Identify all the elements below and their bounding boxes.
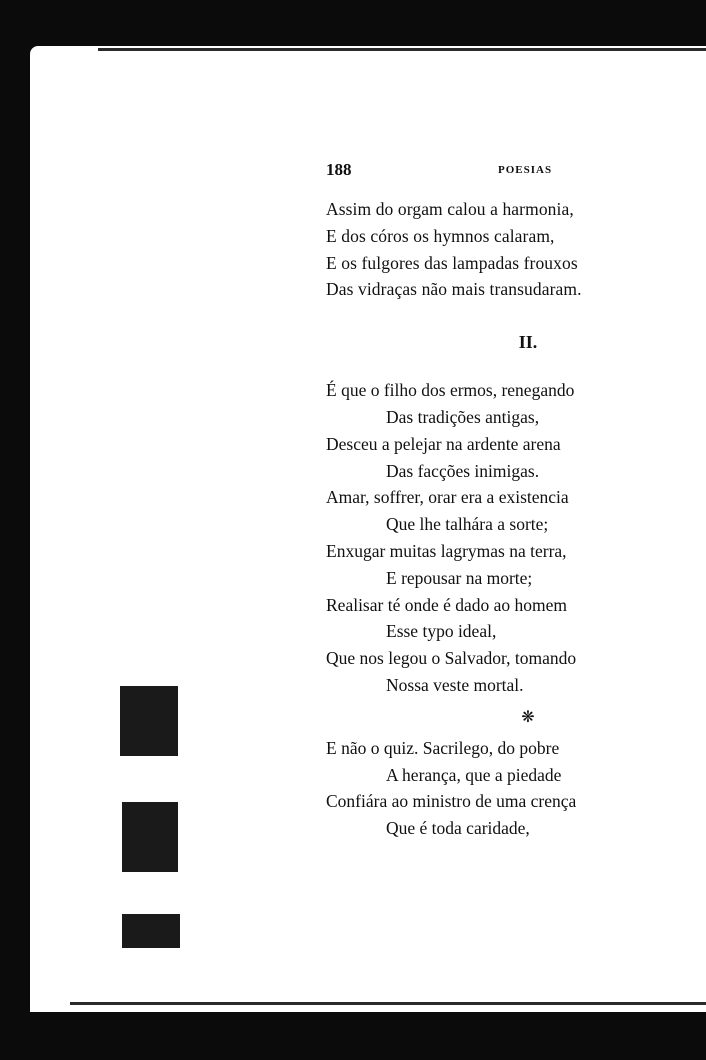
verse-line-indented: E repousar na morte;	[386, 567, 533, 588]
page-number: 188	[326, 160, 352, 179]
verse-line: E dos córos os hymnos calaram,	[326, 225, 555, 246]
verse-line: Enxugar muitas lagrymas na terra,	[326, 540, 567, 561]
verse-line: Assim do orgam calou a harmonia,	[326, 199, 574, 219]
verse-line: Confiára ao ministro de uma crença	[326, 791, 577, 812]
section-heading: II.	[518, 332, 538, 353]
ornament-icon: ❋	[521, 708, 535, 726]
verse-line-indented: Esse typo ideal,	[386, 621, 497, 642]
verse-line-indented: A herança, que a piedade	[386, 764, 562, 785]
scan-artifact	[120, 686, 178, 756]
scan-artifact	[122, 802, 178, 872]
verse-line-indented: Nossa veste mortal.	[386, 674, 524, 695]
verse-line: Amar, soffrer, orar era a existencia	[326, 487, 569, 508]
verse-line: E os fulgores das lampadas frouxos	[326, 252, 578, 273]
poem-body	[326, 196, 686, 842]
verse-line: E não o quiz. Sacrilego, do pobre	[326, 737, 560, 758]
verse-line: Realisar té onde é dado ao homem	[326, 594, 568, 615]
verse-line: Desceu a pelejar na ardente arena	[326, 433, 561, 454]
verse-line: Das vidraças não mais transudaram.	[326, 279, 582, 300]
book-page	[30, 46, 706, 1012]
bottom-scan-edge	[70, 1002, 706, 1005]
verse-line-indented: Que é toda caridade,	[386, 818, 530, 839]
running-title: POESIAS	[498, 164, 553, 176]
verse-line: Que nos legou o Salvador, tomando	[326, 648, 577, 669]
stanza-1	[326, 196, 686, 303]
verse-line-indented: Que lhe talhára a sorte;	[386, 514, 549, 535]
stanza-3	[326, 735, 686, 842]
verse-line-indented: Das facções inimigas.	[386, 460, 540, 481]
scan-artifact	[122, 914, 180, 948]
stanza-2	[326, 377, 686, 699]
verse-line: É que o filho dos ermos, renegando	[326, 380, 575, 401]
page-header	[326, 160, 626, 180]
verse-line-indented: Das tradições antigas,	[386, 406, 540, 427]
top-scan-edge	[98, 48, 706, 51]
